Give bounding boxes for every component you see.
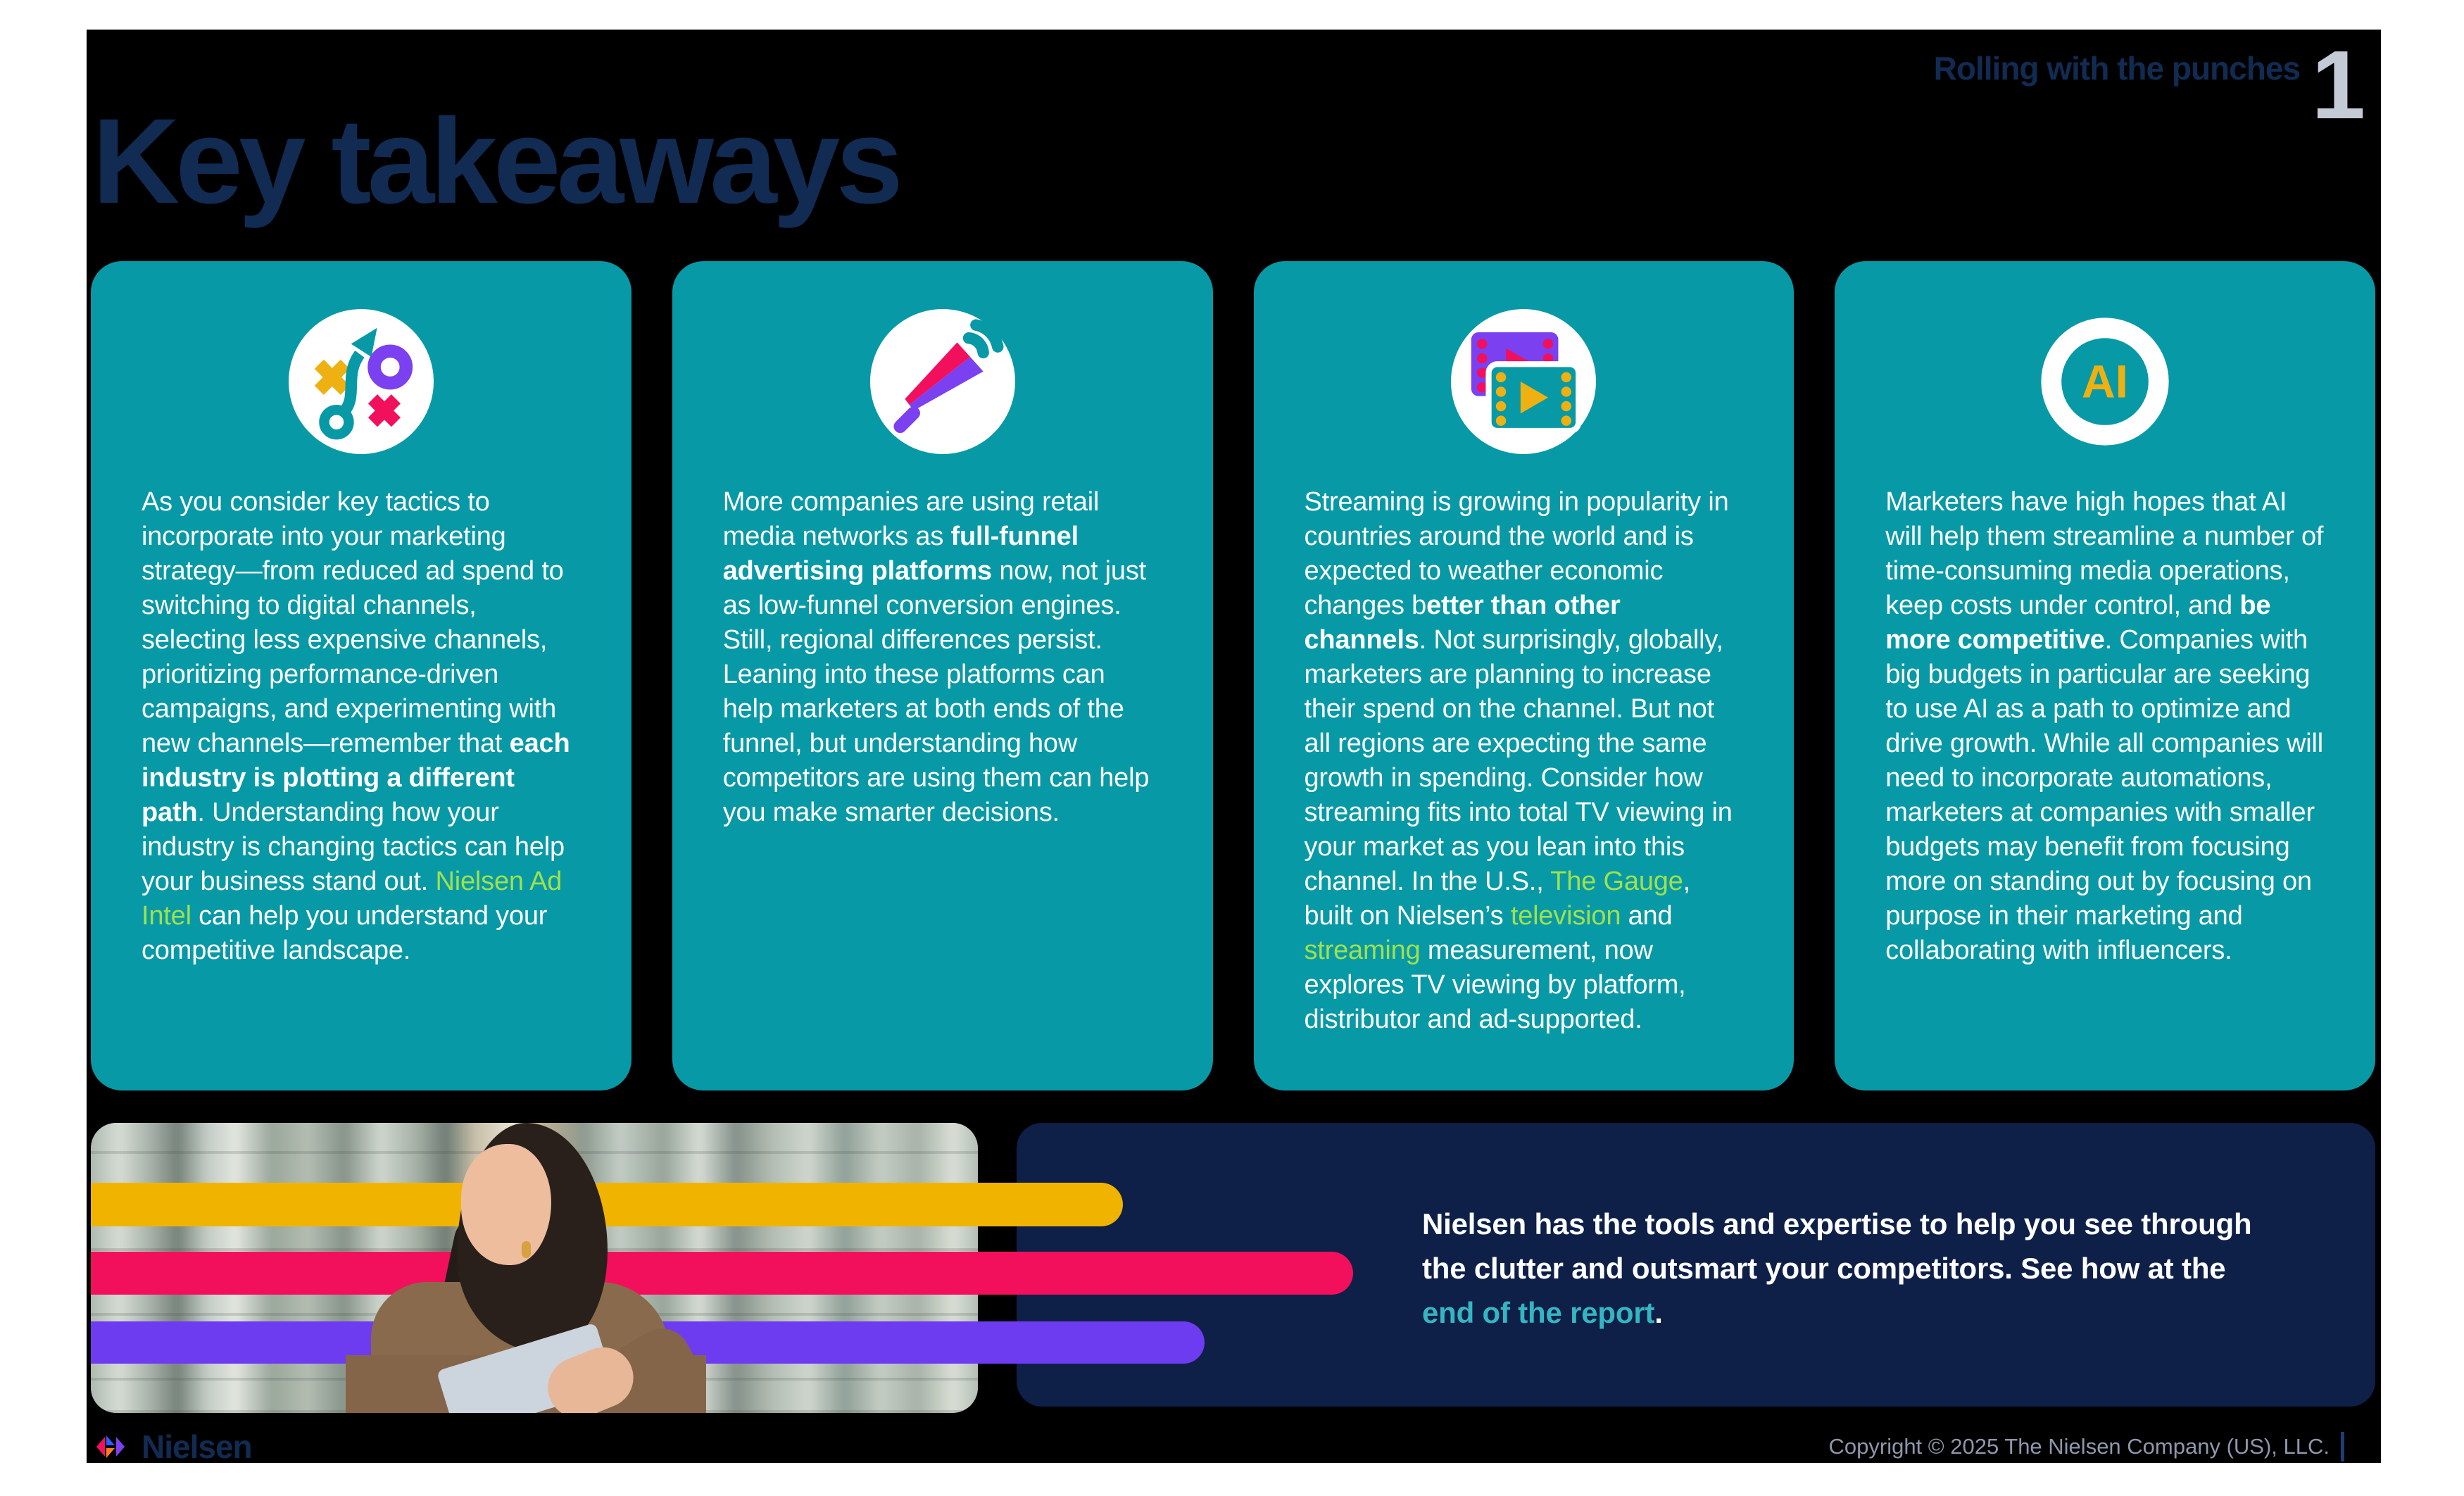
text-segment: and [1621,901,1673,931]
text-segment: Nielsen has the tools and expertise to help you see through [1422,1207,2252,1240]
callout-line [1422,1290,2251,1335]
tactics-strategy-icon [289,309,434,454]
inline-link[interactable]: end of the report [1422,1296,1655,1329]
yellow-bar [91,1183,1123,1226]
text-segment: , built on Nielsen’s [1304,867,1690,931]
text-segment: . [1654,1296,1663,1329]
page-title: Key takeaways [92,94,899,229]
takeaway-cards [91,261,2375,1090]
text-segment: Streaming is growing in popularity in countries around the world and is expected to weather economic changes b [1304,487,1729,620]
card-text [1305,485,1744,1037]
text-segment: etter than other channels [1304,591,1621,655]
callout-line [1422,1202,2251,1246]
text-segment: measurement, now explores TV viewing by platform, distributor and ad-supported. [1304,936,1686,1034]
text-segment: now, not just as low-funnel conversion engines. Still, regional differences persist. Leaning into these platforms can help marketers at both ends of the funnel, but understanding how competitors are using them can help you make smarter decisions. [722,556,1150,827]
card-tactics [91,261,631,1090]
text-segment: . Not surprisingly, globally, marketers are planning to increase their spend on the channel. But not all regions are expecting the same growth in spending. Consider how streaming fits into total TV viewing in your market as you lean into this channel. In the U.S., [1304,625,1733,896]
ai-icon [2032,309,2177,454]
callout-line [1422,1246,2251,1290]
text-segment: . Understanding how your industry is changing tactics can help your business stand out. [142,798,565,896]
card-text [142,485,581,968]
inline-link[interactable]: Nielsen Ad Intel [142,867,562,931]
text-segment: More companies are using retail media networks as [722,487,1100,551]
copyright-divider [2341,1432,2344,1462]
streaming-video-icon [1451,309,1596,454]
section-label: Rolling with the punches [1933,50,2300,87]
nielsen-logo [96,1428,252,1463]
copyright-text: Copyright © 2025 The Nielsen Company (US), LLC. [1828,1434,2330,1459]
inline-link[interactable]: The Gauge [1550,867,1683,896]
text-segment: As you consider key tactics to incorporate into your marketing strategy—from reduced ad spend to switching to digital channels, selecting less expensive channels, prioritizing performance-driven campaigns, and experimenting with new channels—remember that [142,487,564,758]
card-text [723,485,1162,830]
text-segment: the clutter and outsmart your competitors. See how at the [1422,1252,2226,1285]
text-segment: each industry is plotting a different path [142,729,570,827]
inline-link[interactable]: streaming [1304,936,1421,965]
nielsen-logo-text: Nielsen [142,1428,252,1463]
inline-link[interactable]: television [1510,901,1621,931]
pink-bar [91,1252,1353,1295]
callout-text [1422,1202,2251,1335]
megaphone-icon [870,309,1015,454]
text-segment: full-funnel advertising platforms [722,522,1079,586]
page-number: 1 [2311,31,2365,139]
card-retail-media [672,261,1213,1090]
text-segment: be more competitive [1885,591,2271,655]
slide [87,30,2381,1463]
text-segment: can help you understand your competitive landscape. [142,901,548,965]
purple-bar [91,1321,1205,1364]
card-ai [1835,261,2375,1090]
text-segment: Marketers have high hopes that AI will help them streamline a number of time-consuming media operations, keep costs under control, and [1885,487,2324,620]
text-segment: . Companies with big budgets in particular are seeking to use AI as a path to optimize and drive growth. While all companies will need to incorporate automations, marketers at companies with smaller budgets may benefit from focusing more on standing out by focusing on purpose in their marketing and collaborating with influencers. [1885,625,2323,965]
ai-icon-label: AI [2082,355,2129,408]
copyright-row [1829,1432,2345,1462]
nielsen-logo-icon [96,1431,133,1462]
card-text [1885,485,2325,968]
card-streaming [1254,261,1794,1090]
